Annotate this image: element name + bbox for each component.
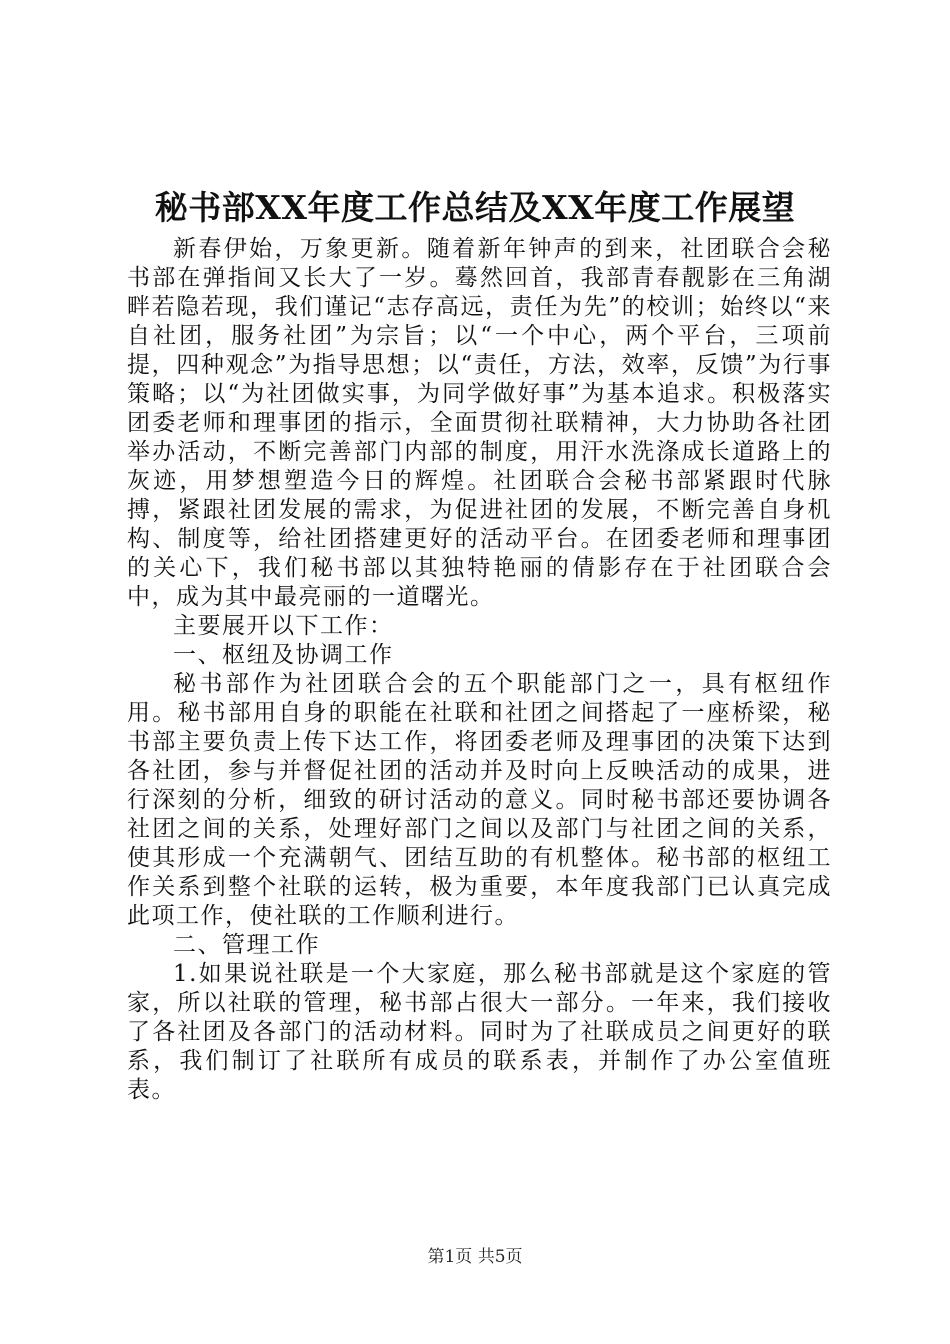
document-title: 秘书部XX年度工作总结及XX年度工作展望 — [154, 188, 796, 227]
page-number-footer: 第1页 共5页 — [427, 1247, 523, 1267]
section-heading-hub-coordination: 一、枢纽及协调工作 — [173, 642, 394, 668]
document-body — [127, 235, 832, 1105]
hub-coordination-paragraph: 秘书部作为社团联合会的五个职能部门之一，具有枢纽作用。秘书部用自身的职能在社联和社团之间搭起了一座桥梁，秘书部主要负责上传下达工作，将团委老师及理事团的决策下达到各社团，参与并督促社团的活动并及时向上反映活动的成果，进行深刻的分析，细致的研讨活动的意义。同时秘书部还要协调各社团之间的关系，处理好部门之间以及部门与社团之间的关系，使其形成一个充满朝气、团结互助的有机整体。秘书部的枢纽工作关系到整个社联的运转，极为重要，本年度我部门已认真完成此项工作，使社联的工作顺利进行。 — [127, 671, 832, 929]
work-overview-line: 主要展开以下工作： — [173, 613, 394, 639]
section-heading-management: 二、管理工作 — [173, 932, 320, 958]
management-paragraph: 1.如果说社联是一个大家庭，那么秘书部就是这个家庭的管家，所以社联的管理，秘书部占很大一部分。一年来，我们接收了各社团及各部门的活动材料。同时为了社联成员之间更好的联系，我们制订了社联所有成员的联系表，并制作了办公室值班表。 — [127, 961, 832, 1103]
intro-paragraph: 新春伊始，万象更新。随着新年钟声的到来，社团联合会秘书部在弹指间又长大了一岁。蓦然回首，我部青春靓影在三角湖畔若隐若现，我们谨记“志存高远，责任为先”的校训；始终以“来自社团，服务社团”为宗旨；以“一个中心，两个平台，三项前提，四种观念”为指导思想；以“责任，方法，效率，反馈”为行事策略；以“为社团做实事，为同学做好事”为基本追求。积极落实团委老师和理事团的指示，全面贯彻社联精神，大力协助各社团举办活动，不断完善部门内部的制度，用汗水洗涤成长道路上的灰迹，用梦想塑造今日的辉煌。社团联合会秘书部紧跟时代脉搏，紧跟社团发展的需求，为促进社团的发展，不断完善自身机构、制度等，给社团搭建更好的活动平台。在团委老师和理事团的关心下，我们秘书部以其独特艳丽的倩影存在于社团联合会中，成为其中最亮丽的一道曙光。 — [127, 236, 832, 610]
